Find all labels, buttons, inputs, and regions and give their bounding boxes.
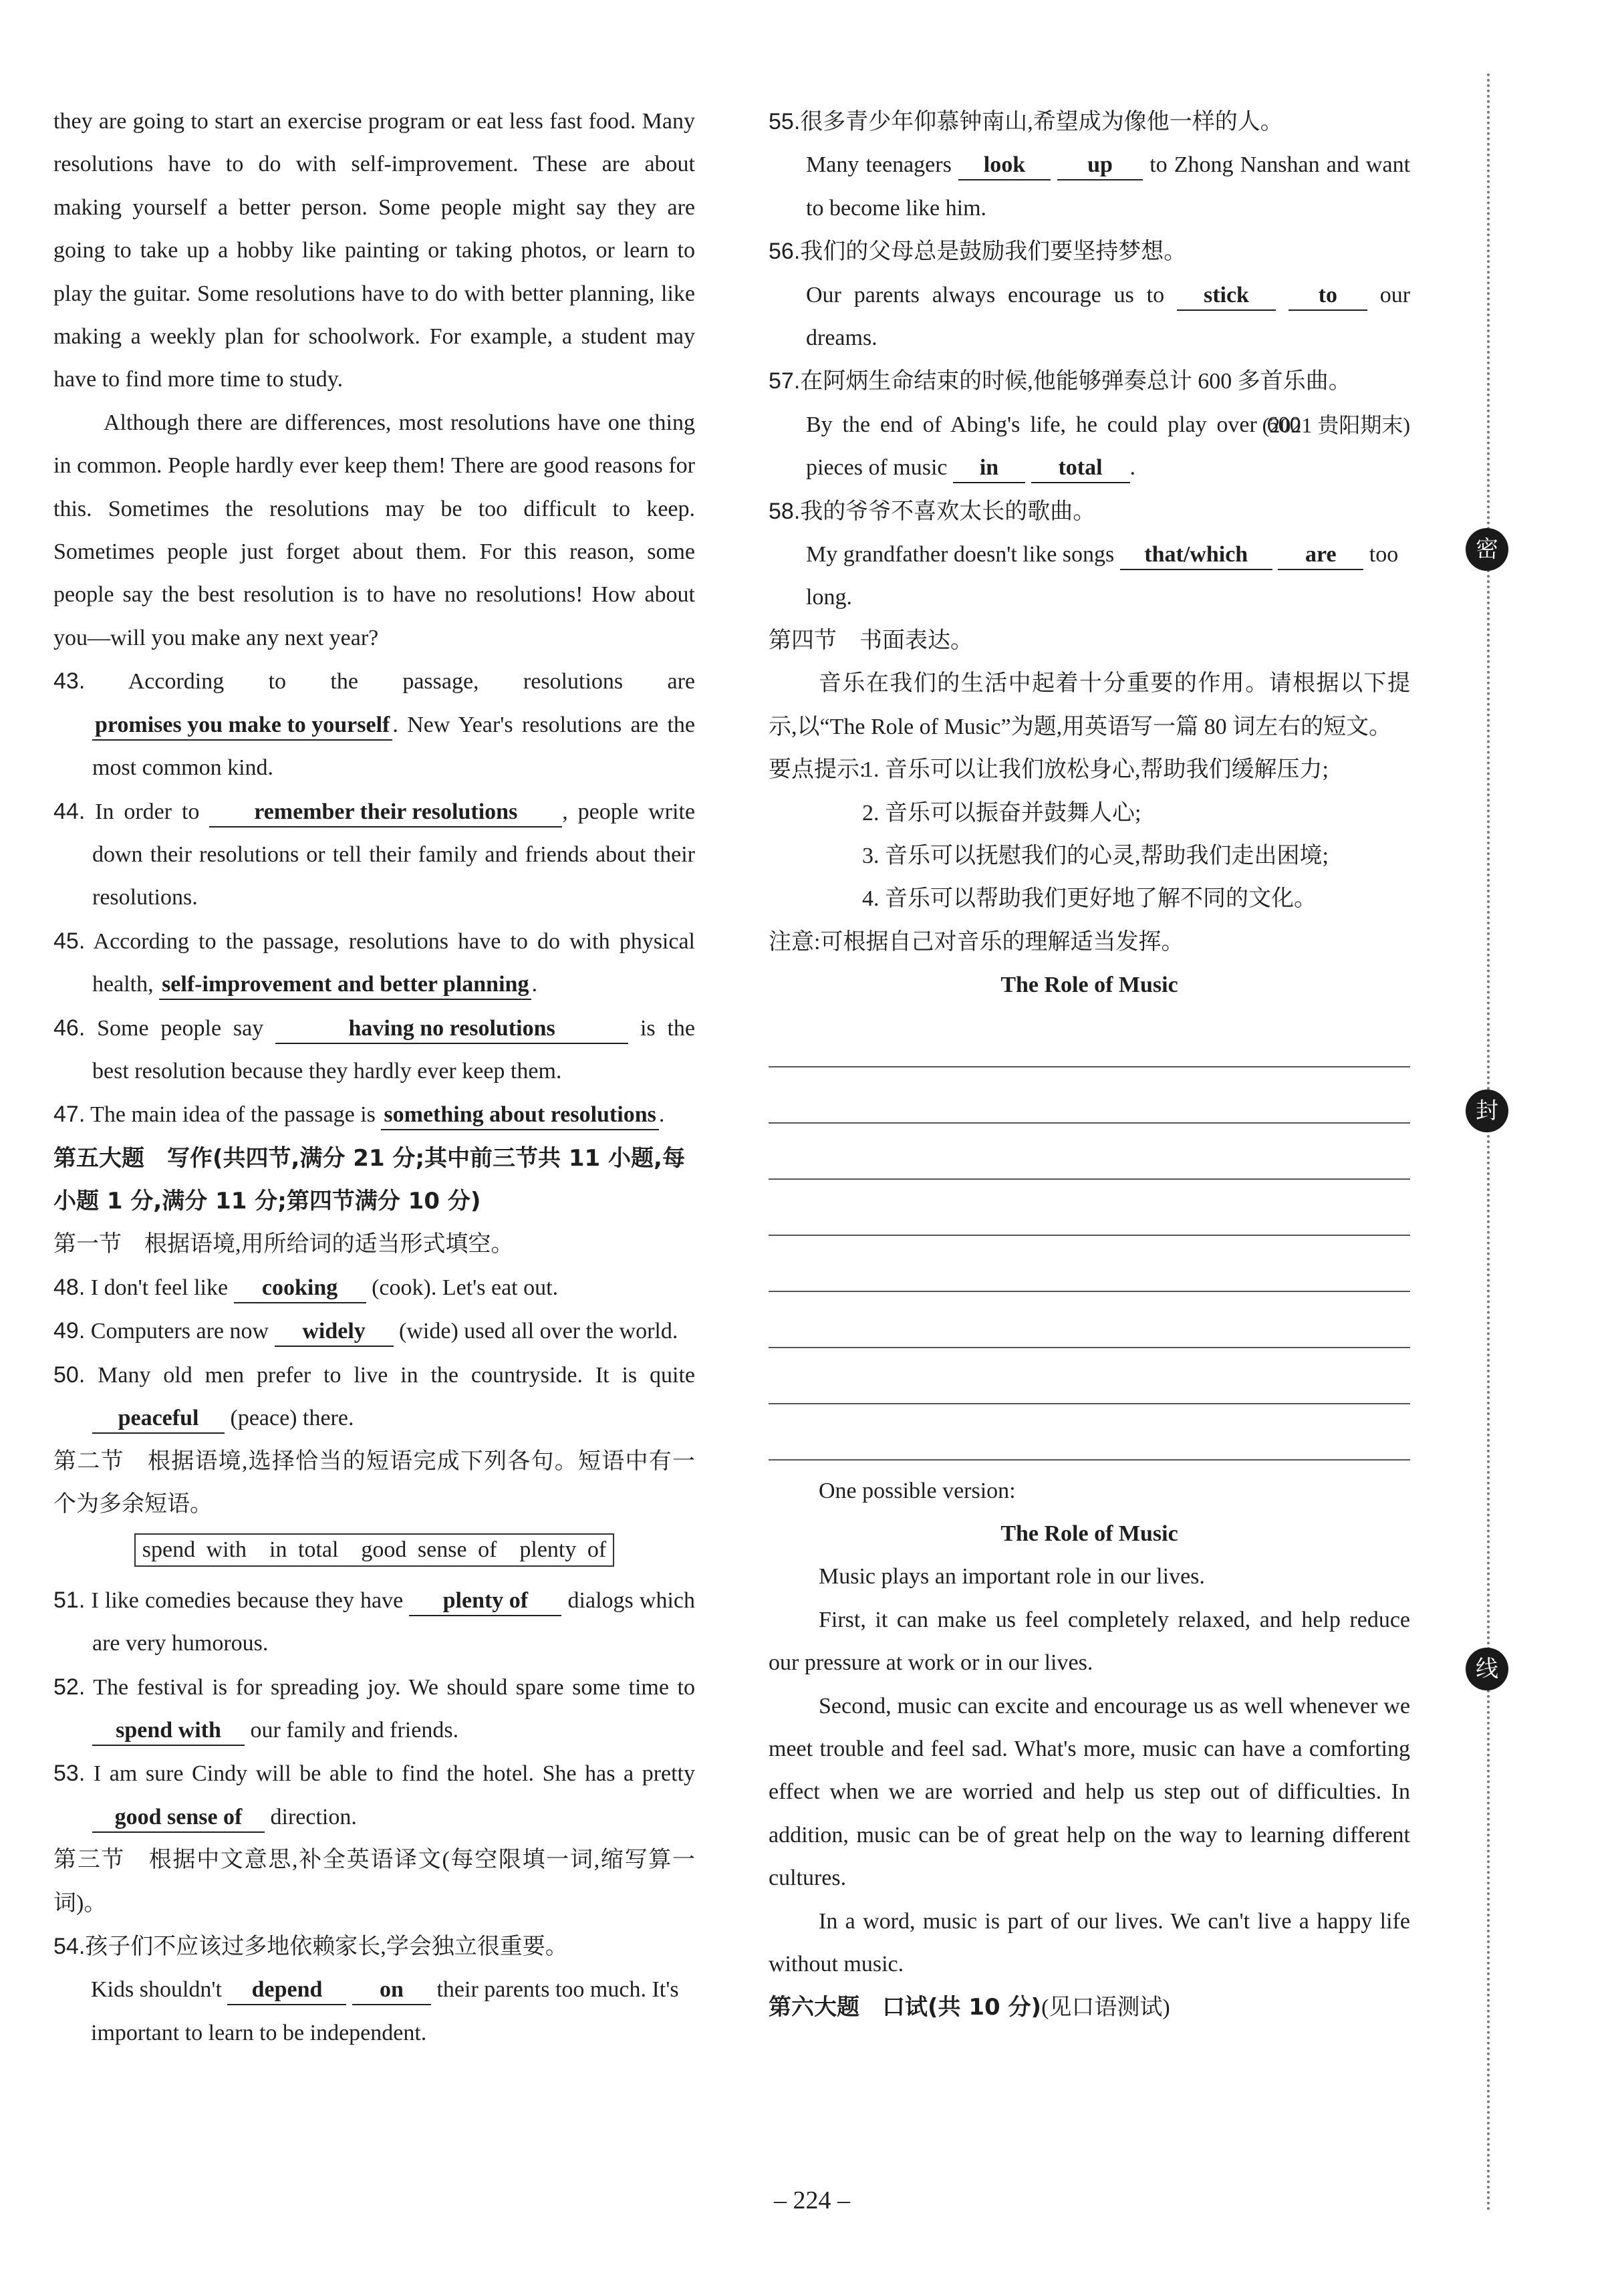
writing-line[interactable] [769, 1292, 1410, 1348]
passage-paragraph: they are going to start an exercise program or eat less fast food. Many resolutions have to do with self-improvement. These are about making yourself a better person. Some people might say they are going to take up a hobby like painting or taking photos, or learn to play the guitar. Some resolutions have to do with better planning, like making a weekly plan for schoolwork. For example, a student may have to find more time to study. [53, 109, 695, 392]
tip-item: 2. 音乐可以振奋并鼓舞人心; [862, 800, 1141, 825]
question-46: 46. Some people say having no resolutions is the best resolution because they hardly ever keep them. [53, 1015, 696, 1084]
question-58-english: My grandfather doesn't like songs that/which are too long. [806, 542, 1399, 610]
page-number: – 224 – [774, 2186, 850, 2214]
seal-feng-icon: 封 [1466, 1090, 1508, 1132]
answer-50: peaceful [92, 1404, 225, 1434]
writing-note: 注意:可根据自己对音乐的理解适当发挥。 [769, 929, 1184, 955]
answer-57b: total [1031, 454, 1130, 483]
question-54: 54.孩子们不应该过多地依赖家长,学会独立很重要。 [53, 1934, 568, 1960]
answer-44: remember their resolutions [209, 798, 562, 828]
phrase-box [53, 1529, 695, 1571]
question-57-source: (2021 贵阳期末) [1262, 412, 1410, 437]
tip-item: 1. 音乐可以让我们放松身心,帮助我们缓解压力; [862, 757, 1329, 783]
left-column [53, 100, 695, 2055]
answer-52: spend with [92, 1716, 245, 1746]
version-paragraph: First, it can make us feel completely relaxed, and help reduce our pressure at work or in our lives. [769, 1607, 1410, 1676]
part5-heading: 第五大题 写作(共四节,满分 21 分;其中前三节共 11 小题,每小题 1 分,满分 11 分;第四节满分 10 分) [53, 1144, 685, 1215]
answer-48: cooking [234, 1274, 366, 1303]
question-48: 48. I don't feel like cooking (cook). Let's eat out. [53, 1266, 695, 1309]
answer-58b: are [1278, 541, 1363, 570]
question-52: 52. The festival is for spreading joy. We should spare some time to spend with our family and friends. [53, 1666, 695, 1753]
question-55: 55.很多青少年仰慕钟南山,希望成为像他一样的人。 [769, 109, 1283, 134]
seal-mi-icon: 密 [1466, 528, 1508, 571]
section2-heading: 第二节 根据语境,选择恰当的短语完成下列各句。短语中有一个为多余短语。 [53, 1448, 695, 1517]
answer-56a: stick [1177, 281, 1276, 311]
answer-47: something about resolutions [381, 1101, 658, 1130]
writing-line[interactable] [769, 1236, 1410, 1292]
writing-line[interactable] [769, 1348, 1410, 1404]
version-paragraph: Music plays an important role in our lives. [819, 1564, 1205, 1589]
question-57: 57.在阿炳生命结束的时候,他能够弹奏总计 600 多首乐曲。 (2021 贵阳期末) [769, 360, 1410, 403]
question-50: 50. Many old men prefer to live in the countryside. It is quite peaceful (peace) there. [53, 1354, 695, 1440]
question-54-english: Kids shouldn't depend on their parents too much. It's important to learn to be independent. [91, 1977, 679, 2045]
writing-line[interactable] [769, 1067, 1410, 1124]
answer-46: having no resolutions [275, 1015, 628, 1044]
right-column [769, 100, 1410, 2030]
binding-dotted-line [1487, 74, 1490, 2212]
question-51: 51. I like comedies because they have plenty of dialogs which are very humorous. [53, 1587, 695, 1656]
question-56-english: Our parents always encourage us to stick to our dreams. [806, 282, 1411, 351]
seal-xian-icon: 线 [1466, 1648, 1508, 1690]
tips [769, 749, 1410, 921]
tips-label: 要点提示: [769, 757, 866, 783]
answer-45: self-improvement and better planning [159, 971, 531, 1000]
writing-line[interactable] [769, 1124, 1410, 1180]
tip-item: 4. 音乐可以帮助我们更好地了解不同的文化。 [862, 886, 1317, 912]
version-label: One possible version: [819, 1478, 1016, 1503]
version-title: The Role of Music [1000, 1521, 1178, 1546]
question-49: 49. Computers are now widely (wide) used all over the world. [53, 1309, 695, 1353]
answer-57a: in [953, 454, 1025, 483]
version-paragraph: In a word, music is part of our lives. We can't live a happy life without music. [769, 1908, 1410, 1977]
part6-heading: 第六大题 口试(共 10 分)(见口语测试) [769, 1994, 1170, 2021]
question-53: 53. I am sure Cindy will be able to find the hotel. She has a pretty good sense of direction. [53, 1752, 695, 1839]
writing-area[interactable] [769, 1011, 1410, 1460]
question-45: 45. According to the passage, resolutions have to do with physical health, self-improvement and better planning . [53, 920, 695, 1007]
question-47: 47. The main idea of the passage is something about resolutions . [53, 1093, 695, 1136]
answer-54a: depend [227, 1976, 346, 2005]
writing-line[interactable] [769, 1180, 1410, 1236]
answer-53: good sense of [92, 1803, 265, 1833]
section4-heading: 第四节 书面表达。 [769, 628, 973, 653]
answer-55b: up [1057, 151, 1143, 180]
section3-heading: 第三节 根据中文意思,补全英语译文(每空限填一词,缩写算一词)。 [53, 1848, 695, 1916]
answer-58a: that/which [1120, 541, 1272, 570]
tip-item: 3. 音乐可以抚慰我们的心灵,帮助我们走出困境; [862, 843, 1329, 868]
section1-heading: 第一节 根据语境,用所给词的适当形式填空。 [53, 1231, 514, 1257]
answer-49: widely [275, 1317, 394, 1347]
section4-prompt: 音乐在我们的生活中起着十分重要的作用。请根据以下提示,以“The Role of Music”为题,用英语写一篇 80 词左右的短文。 [769, 671, 1410, 739]
question-44: 44. In order to remember their resolutions , people write down their resolutions or tell their family and friends about their resolutions. [53, 798, 695, 910]
writing-line[interactable] [769, 1404, 1410, 1460]
answer-56b: to [1289, 281, 1367, 311]
answer-43: promises you make to yourself [92, 711, 392, 741]
answer-54b: on [352, 1976, 431, 2005]
version-paragraph: Second, music can excite and encourage us as well whenever we meet trouble and feel sad. What's more, music can have a comforting effect when we are worried and help us step out of difficulties. In addition, music can be of great help on the way to learning different cultures. [769, 1693, 1410, 1891]
answer-55a: look [958, 151, 1051, 180]
phrase-box-text: spend with in total good sense of plenty of [134, 1533, 614, 1567]
essay-title: The Role of Music [1000, 973, 1178, 998]
passage-paragraph: Although there are differences, most resolutions have one thing in common. People hardly ever keep them! There are good reasons for this. Sometimes the resolutions may be too difficult to keep. Sometimes people just forget about them. For this reason, some people say the best resolution is to have no resolutions! How about you—will you make any next year? [53, 410, 695, 650]
question-55-english: Many teenagers look up to Zhong Nanshan and want to become like him. [806, 152, 1411, 221]
question-56: 56.我们的父母总是鼓励我们要坚持梦想。 [769, 239, 1187, 265]
question-43: 43. According to the passage, resolutions are promises you make to yourself . New Year's resolutions are the most common kind. [53, 668, 695, 781]
question-57-english: By the end of Abing's life, he could play over 600 pieces of music in total . [769, 404, 1410, 490]
question-58: 58.我的爷爷不喜欢太长的歌曲。 [769, 498, 1096, 524]
answer-51: plenty of [409, 1587, 561, 1616]
writing-line[interactable] [769, 1011, 1410, 1067]
